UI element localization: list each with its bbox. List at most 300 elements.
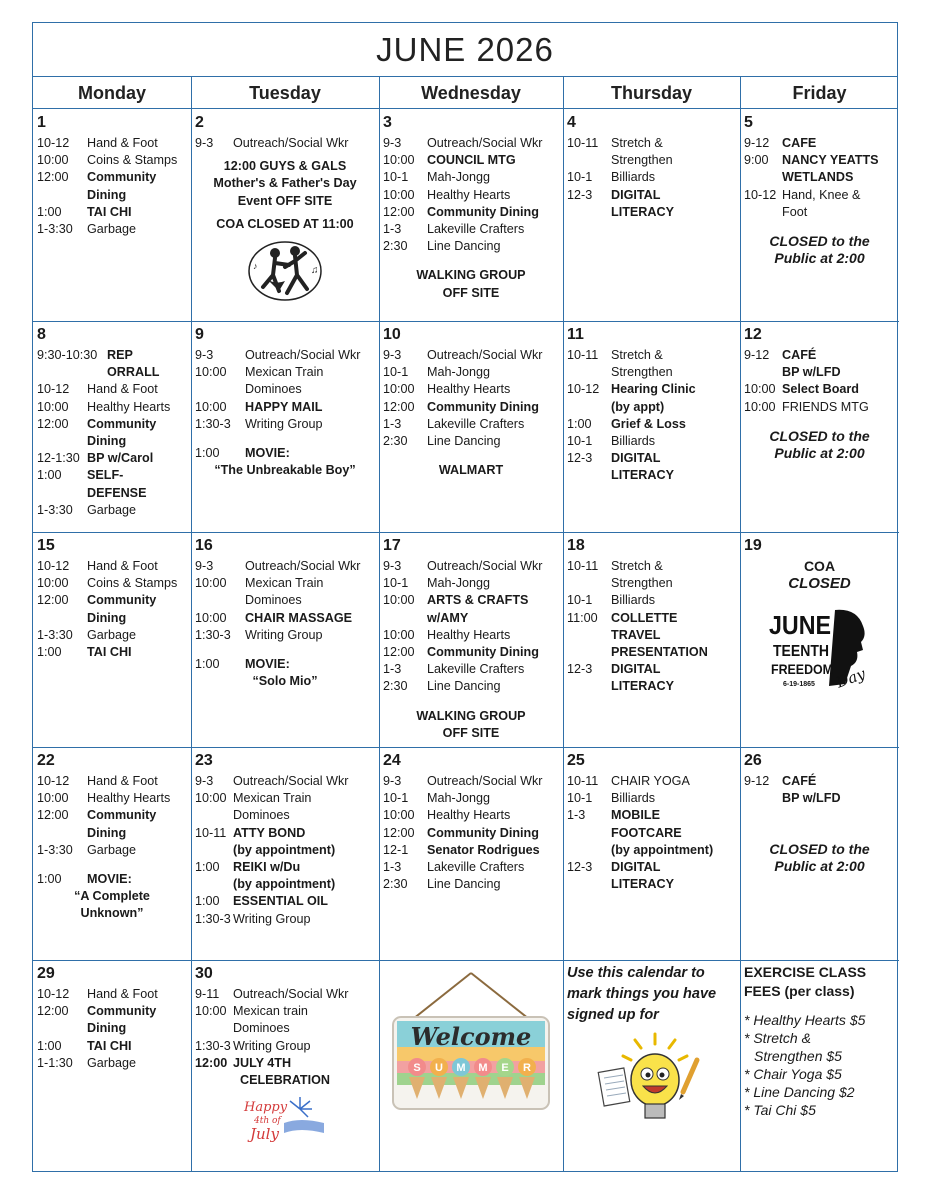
closure-note: Public at 2:00 xyxy=(774,858,865,875)
event-title: Writing Group xyxy=(245,416,323,431)
event-title: MOVIE: xyxy=(245,446,290,461)
event-row xyxy=(195,986,375,1003)
event-title: Lakeville Crafters xyxy=(427,416,525,431)
event-title: Dining xyxy=(87,1021,127,1036)
event-title: Community Dining xyxy=(427,399,539,414)
event-row xyxy=(744,790,895,807)
event-time: 9-3 xyxy=(195,559,214,573)
juneteenth-word: Day xyxy=(833,664,868,692)
exercise-fees-heading: EXERCISE CLASS FEES (per class) xyxy=(744,964,867,999)
event-row xyxy=(383,644,559,661)
event-title: Garbage xyxy=(87,502,137,517)
event-time: 10:00 xyxy=(195,365,227,380)
event-row xyxy=(567,135,736,152)
event-row xyxy=(744,399,895,416)
calendar-grid xyxy=(33,109,897,1172)
event-row xyxy=(567,592,736,609)
day-cell-10 xyxy=(379,321,563,532)
event-time xyxy=(744,790,782,807)
day-number: 12 xyxy=(744,326,762,343)
event-title: CHAIR MASSAGE xyxy=(245,610,353,625)
event-row xyxy=(383,575,559,592)
day-number: 8 xyxy=(37,326,46,343)
event-time: 10:00 xyxy=(383,382,415,397)
event-title: FRIENDS MTG xyxy=(782,399,869,414)
event-row xyxy=(195,893,375,910)
event-title: Dominoes xyxy=(245,382,302,397)
event-row xyxy=(37,1003,187,1020)
event-title: Stretch & xyxy=(611,348,663,362)
event-time: 10:00 xyxy=(195,1004,227,1019)
lightbulb-cartoon-icon xyxy=(587,1030,717,1126)
svg-text:♫: ♫ xyxy=(311,265,319,277)
event-row xyxy=(195,1003,375,1020)
event-title: TAI CHI xyxy=(87,1038,132,1053)
event-row xyxy=(195,773,375,790)
event-time: 10-11 xyxy=(567,348,599,362)
event-row xyxy=(37,433,187,450)
event-row xyxy=(383,592,559,609)
day-cell-26 xyxy=(740,747,899,960)
event-title: Garbage xyxy=(87,222,137,237)
event-time: 9-11 xyxy=(195,987,220,1001)
event-title: Healthy Hearts xyxy=(87,791,171,806)
event-time xyxy=(37,485,87,502)
event-time: 10-1 xyxy=(383,791,409,806)
day-cell-29 xyxy=(33,960,191,1172)
event-time: 12:00 xyxy=(37,593,69,608)
event-row xyxy=(567,807,736,824)
event-row xyxy=(37,610,187,627)
event-row xyxy=(37,399,187,416)
event-title: Line Dancing xyxy=(427,434,501,449)
event-time: 1-3 xyxy=(383,416,402,431)
welcome-summer-sign-icon xyxy=(383,969,559,1119)
event-title: Mexican train xyxy=(233,1004,308,1019)
event-row xyxy=(37,558,187,575)
event-time: 9-3 xyxy=(195,774,214,788)
event-time: 12-1 xyxy=(383,842,409,857)
event-row xyxy=(567,575,736,592)
event-row xyxy=(567,399,736,416)
event-time: 1:00 xyxy=(195,894,220,909)
event-time xyxy=(37,610,87,627)
event-row xyxy=(567,627,736,644)
event-row xyxy=(567,169,736,186)
event-time: 10-1 xyxy=(567,170,593,185)
event-title: CAFÉ xyxy=(782,774,817,788)
day-cell-23 xyxy=(191,747,379,960)
event-title: Mexican Train xyxy=(245,576,324,591)
event-time: 10-12 xyxy=(37,559,70,573)
event-row xyxy=(567,876,736,893)
event-title: Strengthen xyxy=(611,153,673,168)
event-row xyxy=(383,825,559,842)
day-number: 19 xyxy=(744,537,762,554)
event-time xyxy=(567,152,611,169)
event-time xyxy=(37,187,87,204)
event-time: 9-12 xyxy=(744,774,770,788)
event-time: 10:00 xyxy=(383,808,415,823)
event-row xyxy=(383,381,559,398)
july-word: Happy xyxy=(244,1100,288,1116)
day-cell-8 xyxy=(33,321,191,532)
event-time: 12-3 xyxy=(567,662,593,677)
event-title: Dining xyxy=(87,610,127,625)
juneteenth-word: FREEDOM xyxy=(770,661,833,678)
event-time: 1:00 xyxy=(195,446,220,461)
day-number: 3 xyxy=(383,114,392,131)
event-time xyxy=(195,876,233,893)
event-title: TAI CHI xyxy=(87,204,132,219)
event-title: Dining xyxy=(87,825,127,840)
event-title: Community xyxy=(87,808,157,823)
event-row xyxy=(567,416,736,433)
event-row xyxy=(37,221,187,238)
event-time: 1:00 xyxy=(37,468,62,483)
event-title: w/AMY xyxy=(427,610,469,625)
day-cell-2 xyxy=(191,109,379,321)
day-number: 1 xyxy=(37,114,46,131)
event-row xyxy=(567,558,736,575)
event-row xyxy=(195,627,375,644)
event-time xyxy=(37,364,107,381)
event-title: Garbage xyxy=(87,842,137,857)
movie-title: “Solo Mio” xyxy=(252,674,318,689)
event-time: 9-3 xyxy=(383,774,402,788)
event-title: Dining xyxy=(87,434,127,449)
event-time: 10-12 xyxy=(37,382,70,397)
event-row xyxy=(383,221,559,238)
event-row xyxy=(37,485,187,502)
event-time: 1:00 xyxy=(37,645,62,660)
event-time: 10-11 xyxy=(567,559,599,573)
day-number: 23 xyxy=(195,752,213,769)
day-cell-15 xyxy=(33,532,191,747)
event-row xyxy=(383,152,559,169)
event-time: 10:00 xyxy=(383,627,415,642)
fee-item: * Stretch & xyxy=(744,1030,811,1046)
event-time xyxy=(37,1020,87,1037)
event-title: Outreach/Social Wkr xyxy=(427,774,543,788)
event-time: 1:30-3 xyxy=(195,416,231,431)
event-title: Garbage xyxy=(87,627,137,642)
weekday-header xyxy=(33,77,897,109)
event-line: OFF SITE xyxy=(442,725,500,740)
closure-note: COA xyxy=(803,558,836,574)
event-row xyxy=(744,364,895,381)
event-time: 12:00 xyxy=(37,170,69,185)
event-title: (by appointment) xyxy=(233,877,336,892)
event-row xyxy=(567,644,736,661)
fee-item: * Line Dancing $2 xyxy=(744,1084,855,1100)
event-row xyxy=(567,467,736,484)
event-row xyxy=(567,825,736,842)
event-title: LITERACY xyxy=(611,468,674,483)
event-title: DIGITAL xyxy=(611,860,661,875)
event-title: Writing Group xyxy=(233,1038,311,1053)
event-title: DIGITAL xyxy=(611,451,661,466)
event-time: 12-3 xyxy=(567,860,593,875)
event-time: 10-1 xyxy=(567,791,593,806)
event-time: 10:00 xyxy=(195,610,227,625)
day-header-thursday: Thursday xyxy=(610,83,693,103)
event-time xyxy=(37,825,87,842)
day-number: 29 xyxy=(37,965,55,982)
calendar-frame xyxy=(32,22,898,1172)
happy-4th-of-july-icon xyxy=(240,1093,330,1145)
event-time: 9-12 xyxy=(744,136,770,150)
day-number: 15 xyxy=(37,537,55,554)
event-row xyxy=(195,876,375,893)
event-row xyxy=(383,773,559,790)
event-title: CAFÉ xyxy=(782,348,817,362)
event-title: Community xyxy=(87,416,157,431)
juneteenth-logo-icon xyxy=(765,606,875,696)
event-title: Community Dining xyxy=(427,645,539,660)
event-title: Writing Group xyxy=(245,627,323,642)
event-row xyxy=(195,592,375,609)
closure-note: CLOSED to the xyxy=(769,427,870,444)
event-title: Strengthen xyxy=(611,365,673,380)
event-time: 10-1 xyxy=(383,365,409,380)
event-title: Billiards xyxy=(611,434,656,449)
event-title: Lakeville Crafters xyxy=(427,662,525,677)
event-title: Line Dancing xyxy=(427,239,501,254)
event-row xyxy=(37,790,187,807)
event-title: COUNCIL MTG xyxy=(427,153,516,168)
fee-item: * Tai Chi $5 xyxy=(744,1102,816,1118)
day-cell-24 xyxy=(379,747,563,960)
event-title: Grief & Loss xyxy=(611,416,686,431)
event-title: Strengthen xyxy=(611,576,673,591)
event-title: Mah-Jongg xyxy=(427,365,491,380)
event-title: Mexican Train xyxy=(245,365,324,380)
event-row xyxy=(383,807,559,824)
event-title: DIGITAL xyxy=(611,662,661,677)
event-title: Writing Group xyxy=(233,911,311,926)
day-cell-19 xyxy=(740,532,899,747)
event-row xyxy=(195,790,375,807)
event-row xyxy=(383,627,559,644)
closure-note: Public at 2:00 xyxy=(774,444,865,461)
event-title: Outreach/Social Wkr xyxy=(233,774,349,788)
event-time: 10-1 xyxy=(383,170,409,185)
event-row xyxy=(383,364,559,381)
event-time: 10-12 xyxy=(37,774,70,788)
summer-letter: R xyxy=(523,1062,531,1074)
event-time xyxy=(195,592,245,609)
event-row xyxy=(37,187,187,204)
event-title: CHAIR YOGA xyxy=(611,774,690,788)
day-number: 17 xyxy=(383,537,401,554)
event-title: Coins & Stamps xyxy=(87,153,178,168)
event-title: Coins & Stamps xyxy=(87,576,178,591)
event-title: MOBILE xyxy=(611,808,660,823)
event-title: TRAVEL xyxy=(611,627,661,642)
event-row xyxy=(744,135,895,152)
event-title: PRESENTATION xyxy=(611,645,708,660)
event-row xyxy=(567,842,736,859)
movie-title: “The Unbreakable Boy” xyxy=(214,463,356,478)
event-title: Healthy Hearts xyxy=(427,627,511,642)
event-time xyxy=(567,876,611,893)
summer-letter: M xyxy=(478,1062,488,1074)
event-title: Healthy Hearts xyxy=(427,382,511,397)
event-time xyxy=(567,364,611,381)
event-time xyxy=(195,381,245,398)
event-title: Community xyxy=(87,1004,157,1019)
event-row xyxy=(567,152,736,169)
event-row xyxy=(37,450,187,467)
event-title: CAFE xyxy=(782,136,817,150)
closure-note: CLOSED to the xyxy=(769,841,870,858)
july-word: 4th of xyxy=(254,1116,281,1127)
event-title: Hand & Foot xyxy=(87,774,158,788)
event-title: Hearing Clinic xyxy=(611,382,696,397)
day-cell-16 xyxy=(191,532,379,747)
closure-note: Public at 2:00 xyxy=(774,250,865,267)
event-time: 2:30 xyxy=(383,434,408,449)
event-row xyxy=(37,871,187,888)
event-title: REIKI w/Du xyxy=(233,860,301,875)
event-time: 10:00 xyxy=(195,399,227,414)
movie-title: “A Complete xyxy=(74,889,150,904)
event-title: Senator Rodrigues xyxy=(427,842,540,857)
day-cell-18 xyxy=(563,532,740,747)
event-title: Outreach/Social Wkr xyxy=(245,559,361,573)
event-title: Line Dancing xyxy=(427,877,501,892)
event-row xyxy=(195,825,375,842)
event-row xyxy=(567,790,736,807)
event-title: Select Board xyxy=(782,382,859,397)
day-number: 25 xyxy=(567,752,585,769)
event-row xyxy=(195,135,375,152)
day-cell-9 xyxy=(191,321,379,532)
event-row xyxy=(37,842,187,859)
summer-letter: U xyxy=(435,1062,443,1074)
event-title: Hand, Knee & xyxy=(782,187,861,202)
event-time xyxy=(744,204,782,221)
day-number: 18 xyxy=(567,537,585,554)
event-row xyxy=(383,859,559,876)
event-row xyxy=(383,558,559,575)
event-title: Community xyxy=(87,593,157,608)
event-time xyxy=(567,842,611,859)
event-time: 9-3 xyxy=(195,136,214,150)
event-time: 12:00 xyxy=(37,416,69,431)
event-title: Mexican Train xyxy=(233,791,312,806)
event-row xyxy=(567,347,736,364)
day-cell-4 xyxy=(563,109,740,321)
event-time: 11:00 xyxy=(567,610,598,625)
event-time: 9:30-10:30 xyxy=(37,348,98,362)
event-title: Healthy Hearts xyxy=(427,808,511,823)
event-time xyxy=(195,1020,233,1037)
fee-item: * Chair Yoga $5 xyxy=(744,1066,842,1082)
event-row xyxy=(744,347,895,364)
event-time: 10:00 xyxy=(195,576,227,591)
day-number: 11 xyxy=(567,326,584,343)
event-row xyxy=(37,347,187,364)
event-line: WALKING GROUP xyxy=(416,708,526,723)
event-row xyxy=(37,986,187,1003)
event-time: 10-12 xyxy=(744,187,777,202)
event-time: 12:00 xyxy=(383,399,415,414)
event-time: 12:00 xyxy=(37,808,69,823)
event-line: OFF SITE xyxy=(442,285,500,300)
event-row xyxy=(383,187,559,204)
event-row xyxy=(195,381,375,398)
event-row xyxy=(195,807,375,824)
event-time: 9-12 xyxy=(744,348,770,362)
day-cell-11 xyxy=(563,321,740,532)
event-time: 9:00 xyxy=(744,153,769,168)
day-cell-30 xyxy=(191,960,379,1172)
event-row xyxy=(383,876,559,893)
event-row xyxy=(383,661,559,678)
event-row xyxy=(195,445,375,462)
event-title: Mah-Jongg xyxy=(427,791,491,806)
event-time xyxy=(567,204,611,221)
day-header-friday: Friday xyxy=(792,83,847,103)
event-time: 1-3:30 xyxy=(37,842,73,857)
day-number: 4 xyxy=(567,114,576,131)
day-cell-3 xyxy=(379,109,563,321)
calendar-title: JUNE 2026 xyxy=(33,23,897,77)
summer-letter: E xyxy=(501,1062,509,1074)
event-row xyxy=(195,656,375,673)
event-title: ORRALL xyxy=(107,365,160,380)
summer-letter: S xyxy=(413,1062,421,1074)
juneteenth-word: JUNE xyxy=(768,610,831,641)
event-title: (by appt) xyxy=(611,399,665,414)
day-number: 24 xyxy=(383,752,401,769)
event-title: Community xyxy=(87,170,157,185)
event-time xyxy=(195,807,233,824)
event-time: 2:30 xyxy=(383,239,408,254)
event-row xyxy=(383,238,559,255)
event-time: 1:00 xyxy=(195,860,220,875)
event-row xyxy=(567,450,736,467)
event-row xyxy=(567,773,736,790)
event-row xyxy=(567,433,736,450)
event-time: 2:30 xyxy=(383,877,408,892)
event-line: 12:00 GUYS & GALS xyxy=(223,159,347,174)
event-line: WALKING GROUP xyxy=(416,268,526,283)
day-cell-5 xyxy=(740,109,899,321)
event-title: Stretch & xyxy=(611,559,663,573)
event-title: TAI CHI xyxy=(87,645,132,660)
event-row xyxy=(37,364,187,381)
event-row xyxy=(37,152,187,169)
event-title: Hand & Foot xyxy=(87,987,158,1001)
event-title: ESSENTIAL OIL xyxy=(233,894,328,909)
event-row xyxy=(383,433,559,450)
event-row xyxy=(195,575,375,592)
event-time: 1-3 xyxy=(567,808,586,823)
event-title: DIGITAL xyxy=(611,187,661,202)
event-time: 10-12 xyxy=(37,136,70,150)
event-title: FOOTCARE xyxy=(611,825,682,840)
event-time: 10:00 xyxy=(383,187,415,202)
event-title: BP w/LFD xyxy=(782,791,841,806)
day-number: 10 xyxy=(383,326,401,343)
event-row xyxy=(744,773,895,790)
event-title: Dining xyxy=(87,187,127,202)
event-row xyxy=(37,575,187,592)
event-time: 1:00 xyxy=(567,416,592,431)
